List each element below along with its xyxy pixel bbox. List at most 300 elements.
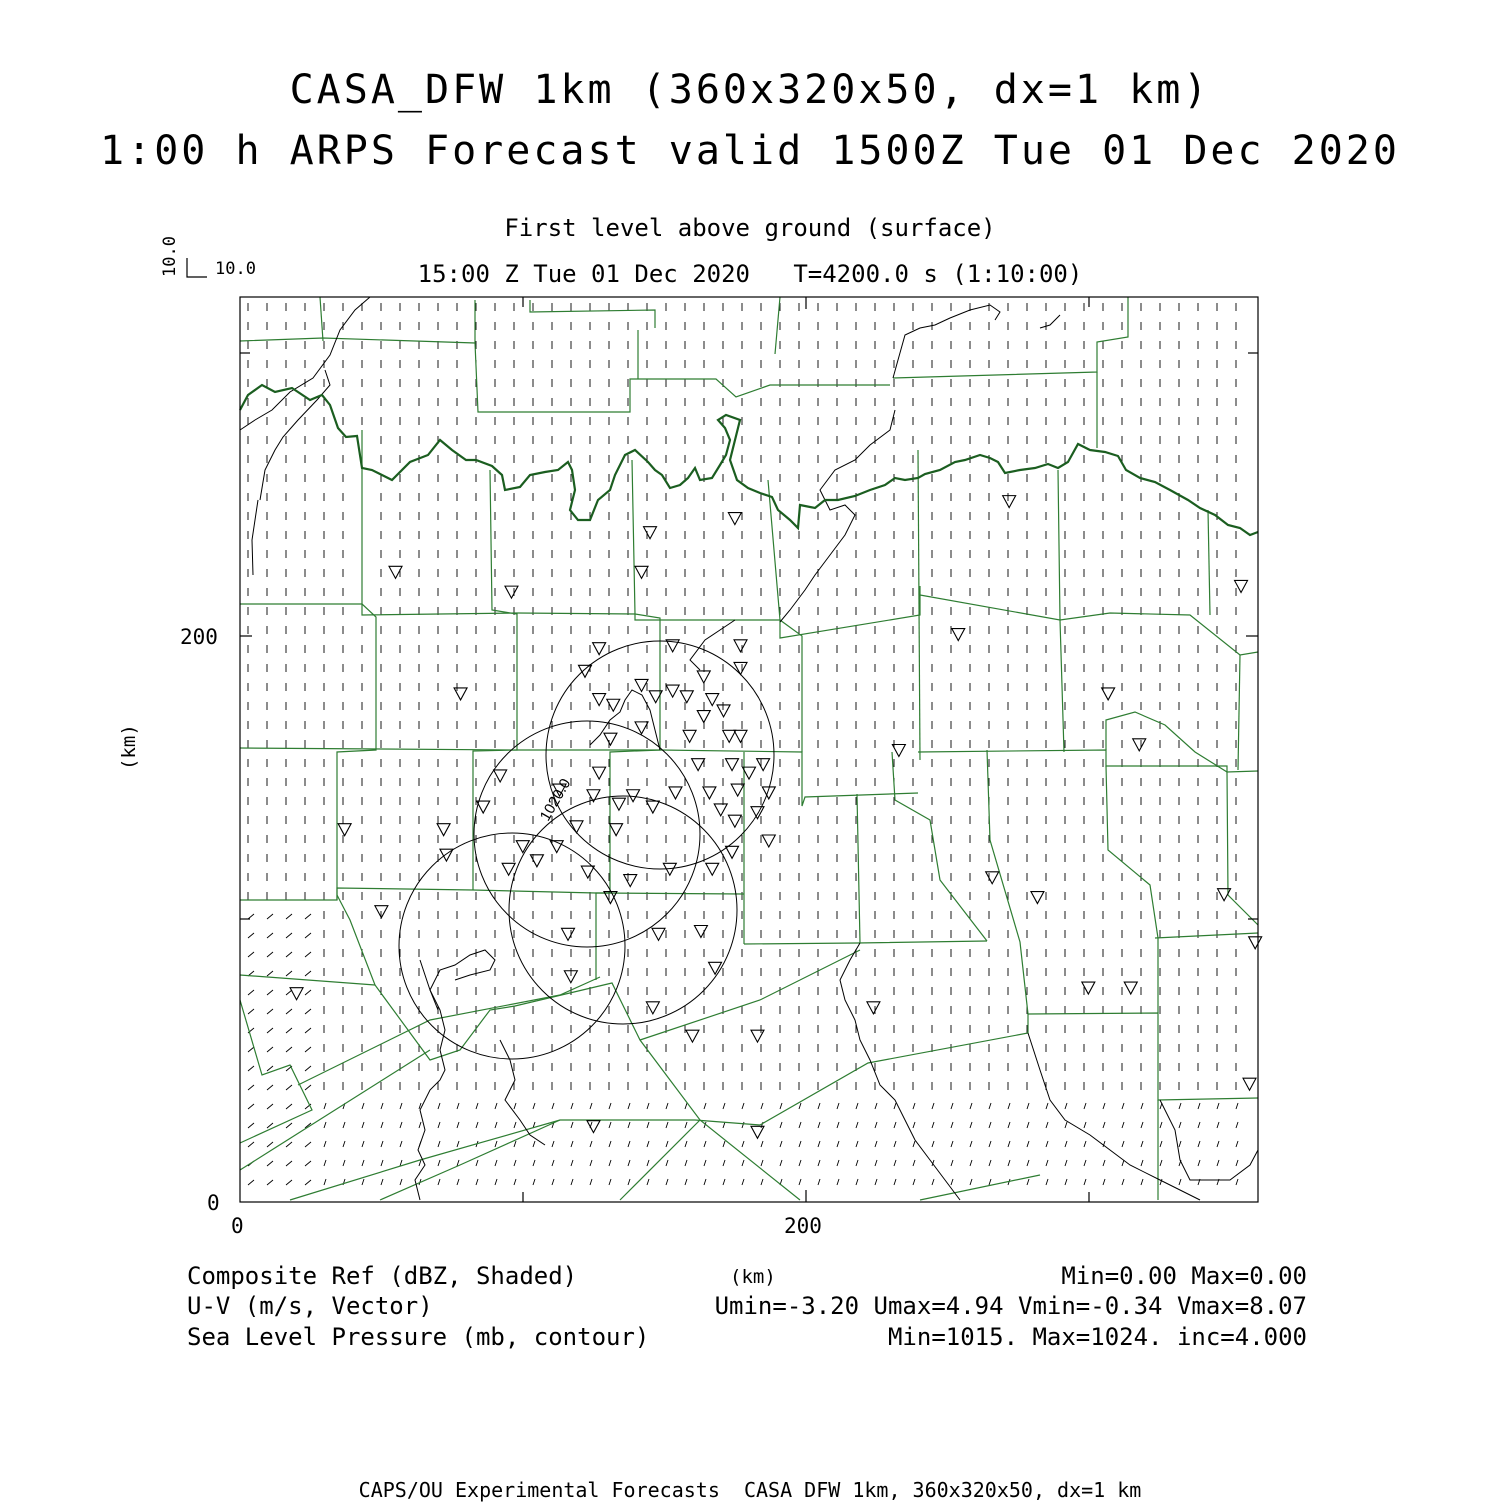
wind-vector xyxy=(609,1141,611,1147)
wind-vector xyxy=(1027,1160,1029,1166)
wind-vector xyxy=(1217,1122,1219,1128)
wind-vector xyxy=(1160,1141,1162,1147)
wind-vector xyxy=(1179,1122,1181,1128)
wind-vector xyxy=(742,1160,744,1166)
radar-station-marker xyxy=(505,586,518,598)
wind-vector xyxy=(666,1141,668,1147)
wind-vector xyxy=(438,1179,440,1185)
wind-vector xyxy=(1103,1160,1105,1166)
wind-vector xyxy=(571,1141,573,1147)
wind-vector xyxy=(476,1103,478,1109)
wind-vector xyxy=(723,1122,725,1128)
wind-vector xyxy=(400,1122,402,1128)
radar-station-marker xyxy=(581,866,594,878)
wind-vector xyxy=(514,1160,516,1166)
radar-station-marker xyxy=(706,863,719,875)
wind-vector xyxy=(438,1122,440,1128)
wind-vector xyxy=(666,1122,668,1128)
wind-vector xyxy=(628,1103,630,1109)
wind-vector xyxy=(837,1160,839,1166)
wind-vector xyxy=(286,971,292,976)
wind-vector xyxy=(1027,1122,1029,1128)
wind-vector xyxy=(267,1142,273,1147)
wind-vector xyxy=(248,1142,254,1147)
wind-vector xyxy=(1179,1141,1181,1147)
wind-vector xyxy=(837,1179,839,1185)
reference-vector-y-label: 10.0 xyxy=(160,236,180,277)
wind-vector xyxy=(419,1160,421,1166)
wind-vector xyxy=(400,1141,402,1147)
radar-station-marker xyxy=(1124,982,1137,994)
wind-vector xyxy=(875,1141,877,1147)
wind-vector xyxy=(286,1028,292,1033)
wind-vector xyxy=(457,1103,459,1109)
wind-vector xyxy=(685,1160,687,1166)
wind-vector xyxy=(647,1141,649,1147)
wind-vector xyxy=(381,1141,383,1147)
wind-vector xyxy=(305,1047,311,1052)
wind-vector xyxy=(666,1103,668,1109)
wind-vector xyxy=(286,1180,292,1185)
wind-vector xyxy=(989,1122,991,1128)
wind-vector xyxy=(381,1122,383,1128)
wind-vector xyxy=(248,1180,254,1185)
radar-station-marker xyxy=(728,815,741,827)
radar-station-marker xyxy=(734,730,747,742)
wind-vector xyxy=(248,1047,254,1052)
wind-vector xyxy=(647,1122,649,1128)
wind-vector xyxy=(438,1141,440,1147)
wind-vector xyxy=(1141,1122,1143,1128)
wind-vector xyxy=(913,1122,915,1128)
radar-station-marker xyxy=(726,759,739,771)
wind-vector xyxy=(590,1103,592,1109)
radar-station-marker xyxy=(726,846,739,858)
radar-station-marker xyxy=(734,640,747,652)
radar-station-marker xyxy=(666,685,679,697)
legend-reflectivity-label: Composite Ref (dBZ, Shaded) xyxy=(187,1262,578,1290)
wind-vector xyxy=(970,1122,972,1128)
wind-vector xyxy=(324,1141,326,1147)
wind-vector xyxy=(761,1160,763,1166)
wind-vector xyxy=(1084,1141,1086,1147)
title-line-2: 1:00 h ARPS Forecast valid 1500Z Tue 01 Dec 2020 xyxy=(100,128,1400,174)
x-tick-0: 0 xyxy=(231,1214,244,1238)
radar-station-marker xyxy=(593,643,606,655)
wind-vector xyxy=(932,1141,934,1147)
wind-vector xyxy=(609,1122,611,1128)
wind-vector xyxy=(647,1179,649,1185)
wind-vector xyxy=(495,1141,497,1147)
wind-vector xyxy=(799,1103,801,1109)
red-river-boundary xyxy=(240,385,1258,535)
wind-vector xyxy=(533,1141,535,1147)
wind-vector xyxy=(1046,1160,1048,1166)
wind-vector xyxy=(1198,1160,1200,1166)
wind-vector xyxy=(267,1047,273,1052)
wind-vector xyxy=(609,1103,611,1109)
wind-vector xyxy=(305,1142,311,1147)
wind-vector xyxy=(894,1160,896,1166)
wind-vector xyxy=(970,1160,972,1166)
radar-station-marker xyxy=(1243,1078,1256,1090)
wind-vector xyxy=(723,1179,725,1185)
wind-vector xyxy=(856,1141,858,1147)
wind-vector xyxy=(1179,1179,1181,1185)
wind-vector xyxy=(248,1085,254,1090)
wind-vector xyxy=(1084,1103,1086,1109)
contour-label: 1020.0 xyxy=(536,775,575,824)
radar-station-marker xyxy=(494,770,507,782)
wind-vector xyxy=(1027,1103,1029,1109)
wind-vector xyxy=(419,1122,421,1128)
radar-station-marker xyxy=(587,1121,600,1133)
radar-station-marker xyxy=(680,691,693,703)
wind-vector xyxy=(1084,1179,1086,1185)
wind-vector xyxy=(305,914,311,919)
wind-vector xyxy=(514,1103,516,1109)
wind-vector xyxy=(1008,1103,1010,1109)
wind-vector xyxy=(1217,1141,1219,1147)
wind-vector xyxy=(913,1103,915,1109)
y-tick-0: 0 xyxy=(207,1191,220,1215)
wind-vector xyxy=(248,914,254,919)
river-lines xyxy=(240,297,1258,1200)
radar-station-marker xyxy=(692,759,705,771)
wind-vector xyxy=(875,1122,877,1128)
wind-vector xyxy=(609,1179,611,1185)
wind-vector xyxy=(1217,1103,1219,1109)
wind-vector xyxy=(1236,1179,1238,1185)
wind-vector xyxy=(305,952,311,957)
wind-vector xyxy=(286,1085,292,1090)
wind-vector xyxy=(1027,1141,1029,1147)
footer-credit: CAPS/OU Experimental Forecasts CASA DFW 1km, 360x320x50, dx=1 km xyxy=(358,1478,1142,1502)
wind-vector xyxy=(837,1141,839,1147)
wind-vector xyxy=(628,1122,630,1128)
level-label: First level above ground (surface) xyxy=(504,214,996,242)
wind-vector xyxy=(1141,1141,1143,1147)
wind-vector xyxy=(533,1179,535,1185)
wind-vector xyxy=(1027,1179,1029,1185)
radar-station-marker xyxy=(652,928,665,940)
wind-vector xyxy=(1198,1103,1200,1109)
radar-station-marker xyxy=(593,694,606,706)
wind-vector xyxy=(248,952,254,957)
legend-pressure-label: Sea Level Pressure (mb, contour) xyxy=(187,1323,650,1351)
legend-pressure-stats: Min=1015. Max=1024. inc=4.000 xyxy=(887,1323,1307,1351)
wind-vector xyxy=(267,1066,273,1071)
wind-vector xyxy=(495,1122,497,1128)
radar-station-marker xyxy=(697,671,710,683)
wind-vector xyxy=(248,1123,254,1128)
wind-vector xyxy=(856,1122,858,1128)
wind-vector xyxy=(343,1160,345,1166)
wind-vector xyxy=(286,1009,292,1014)
wind-vector xyxy=(476,1122,478,1128)
radar-station-markers xyxy=(290,496,1262,1139)
wind-vector xyxy=(666,1179,668,1185)
wind-vector xyxy=(267,1028,273,1033)
radar-station-marker xyxy=(703,787,716,799)
radar-station-marker xyxy=(728,513,741,525)
wind-vector xyxy=(1046,1103,1048,1109)
wind-vector xyxy=(305,990,311,995)
sea-level-pressure-contours xyxy=(399,641,774,1059)
wind-vector xyxy=(1160,1160,1162,1166)
radar-station-marker xyxy=(646,1002,659,1014)
wind-vector xyxy=(514,1122,516,1128)
wind-vector xyxy=(951,1141,953,1147)
wind-vector xyxy=(590,1141,592,1147)
wind-vector xyxy=(286,1161,292,1166)
radar-station-marker xyxy=(593,767,606,779)
wind-vector xyxy=(1046,1122,1048,1128)
wind-vector xyxy=(1236,1160,1238,1166)
wind-vector xyxy=(1065,1122,1067,1128)
wind-vector xyxy=(780,1103,782,1109)
wind-vector xyxy=(286,1047,292,1052)
wind-vector xyxy=(837,1103,839,1109)
wind-vector xyxy=(1160,1122,1162,1128)
wind-vector xyxy=(742,1103,744,1109)
wind-vector xyxy=(571,1122,573,1128)
wind-vector xyxy=(894,1141,896,1147)
wind-vector xyxy=(457,1179,459,1185)
radar-station-marker xyxy=(709,962,722,974)
wind-vector xyxy=(1103,1103,1105,1109)
wind-vector xyxy=(609,1160,611,1166)
wind-vector xyxy=(248,933,254,938)
wind-vector xyxy=(685,1103,687,1109)
wind-vector xyxy=(1103,1179,1105,1185)
radar-station-marker xyxy=(604,733,617,745)
wind-vector xyxy=(476,1179,478,1185)
radar-station-marker xyxy=(1133,739,1146,751)
wind-vector xyxy=(590,1179,592,1185)
wind-vector xyxy=(1236,1122,1238,1128)
wind-vector xyxy=(381,1103,383,1109)
wind-vector xyxy=(590,1160,592,1166)
radar-station-marker xyxy=(669,787,682,799)
wind-vector xyxy=(362,1179,364,1185)
wind-vector xyxy=(552,1160,554,1166)
wind-vector xyxy=(951,1160,953,1166)
wind-vector xyxy=(248,1066,254,1071)
y-tick-200: 200 xyxy=(180,625,218,649)
radar-station-marker xyxy=(686,1030,699,1042)
radar-station-marker xyxy=(635,722,648,734)
wind-vector xyxy=(723,1103,725,1109)
wind-vector xyxy=(1065,1160,1067,1166)
wind-vector xyxy=(362,1103,364,1109)
radar-station-marker xyxy=(751,1030,764,1042)
wind-vector xyxy=(343,1141,345,1147)
wind-vector xyxy=(286,952,292,957)
radar-station-marker xyxy=(697,711,710,723)
pressure-contour-4 xyxy=(399,833,625,1059)
pressure-contour-3 xyxy=(509,796,737,1024)
wind-vector xyxy=(685,1141,687,1147)
radar-station-marker xyxy=(454,688,467,700)
wind-vector xyxy=(932,1179,934,1185)
wind-vector xyxy=(286,1123,292,1128)
wind-vector-field xyxy=(248,303,1238,1185)
radar-station-marker xyxy=(1031,892,1044,904)
wind-vector xyxy=(970,1103,972,1109)
wind-vector xyxy=(875,1179,877,1185)
wind-vector xyxy=(951,1103,953,1109)
wind-vector xyxy=(267,971,273,976)
wind-vector xyxy=(1236,1141,1238,1147)
wind-vector xyxy=(248,1009,254,1014)
wind-vector xyxy=(400,1179,402,1185)
wind-vector xyxy=(1236,1103,1238,1109)
wind-vector xyxy=(438,1160,440,1166)
time-label: 15:00 Z Tue 01 Dec 2020 T=4200.0 s (1:10:00) xyxy=(417,260,1083,288)
radar-station-marker xyxy=(612,798,625,810)
wind-vector xyxy=(913,1160,915,1166)
wind-vector xyxy=(571,1179,573,1185)
wind-vector xyxy=(799,1179,801,1185)
wind-vector xyxy=(818,1103,820,1109)
radar-station-marker xyxy=(1249,937,1262,949)
wind-vector xyxy=(571,1103,573,1109)
wind-vector xyxy=(1065,1141,1067,1147)
wind-vector xyxy=(305,1180,311,1185)
wind-vector xyxy=(305,1161,311,1166)
wind-vector xyxy=(305,1085,311,1090)
wind-vector xyxy=(856,1179,858,1185)
wind-vector xyxy=(1141,1103,1143,1109)
wind-vector xyxy=(932,1122,934,1128)
wind-vector xyxy=(1065,1179,1067,1185)
radar-station-marker xyxy=(635,679,648,691)
wind-vector xyxy=(381,1160,383,1166)
radar-station-marker xyxy=(516,841,529,853)
wind-vector xyxy=(932,1103,934,1109)
wind-vector xyxy=(267,1123,273,1128)
wind-vector xyxy=(856,1160,858,1166)
legend-wind-stats: Umin=-3.20 Umax=4.94 Vmin=-0.34 Vmax=8.07 xyxy=(714,1292,1307,1320)
radar-station-marker xyxy=(694,926,707,938)
wind-vector xyxy=(1103,1122,1105,1128)
wind-vector xyxy=(704,1179,706,1185)
radar-station-marker xyxy=(706,694,719,706)
radar-station-marker xyxy=(757,759,770,771)
wind-vector xyxy=(552,1179,554,1185)
wind-vector xyxy=(533,1103,535,1109)
wind-vector xyxy=(704,1103,706,1109)
wind-vector xyxy=(438,1103,440,1109)
wind-vector xyxy=(400,1103,402,1109)
wind-vector xyxy=(799,1141,801,1147)
wind-vector xyxy=(267,1009,273,1014)
wind-vector xyxy=(951,1179,953,1185)
wind-vector xyxy=(248,1104,254,1109)
wind-vector xyxy=(894,1103,896,1109)
radar-station-marker xyxy=(502,863,515,875)
wind-vector xyxy=(1141,1160,1143,1166)
radar-station-marker xyxy=(717,705,730,717)
wind-vector xyxy=(818,1141,820,1147)
wind-vector xyxy=(685,1122,687,1128)
wind-vector xyxy=(894,1179,896,1185)
wind-vector xyxy=(1198,1122,1200,1128)
wind-vector xyxy=(799,1160,801,1166)
wind-vector xyxy=(818,1160,820,1166)
wind-vector xyxy=(666,1160,668,1166)
wind-vector xyxy=(267,1085,273,1090)
wind-vector xyxy=(1122,1103,1124,1109)
wind-vector xyxy=(875,1160,877,1166)
radar-station-marker xyxy=(751,1126,764,1138)
wind-vector xyxy=(248,990,254,995)
wind-vector xyxy=(989,1160,991,1166)
wind-vector xyxy=(381,1179,383,1185)
wind-vector xyxy=(457,1141,459,1147)
wind-vector xyxy=(818,1122,820,1128)
wind-vector xyxy=(818,1179,820,1185)
wind-vector xyxy=(476,1160,478,1166)
wind-vector xyxy=(780,1160,782,1166)
wind-vector xyxy=(267,1161,273,1166)
wind-vector xyxy=(742,1179,744,1185)
wind-vector xyxy=(647,1160,649,1166)
radar-station-marker xyxy=(986,872,999,884)
wind-vector xyxy=(989,1141,991,1147)
wind-vector xyxy=(1179,1103,1181,1109)
wind-vector xyxy=(799,1122,801,1128)
radar-station-marker xyxy=(762,835,775,847)
radar-station-marker xyxy=(610,824,623,836)
wind-vector xyxy=(495,1179,497,1185)
wind-vector xyxy=(704,1160,706,1166)
wind-vector xyxy=(1122,1141,1124,1147)
wind-vector xyxy=(1122,1122,1124,1128)
wind-vector xyxy=(1217,1160,1219,1166)
wind-vector xyxy=(761,1103,763,1109)
wind-vector xyxy=(286,914,292,919)
wind-vector xyxy=(305,1009,311,1014)
radar-station-marker xyxy=(644,527,657,539)
wind-vector xyxy=(647,1103,649,1109)
wind-vector xyxy=(685,1179,687,1185)
wind-vector xyxy=(1046,1179,1048,1185)
title-line-1: CASA_DFW 1km (360x320x50, dx=1 km) xyxy=(289,67,1211,113)
radar-station-marker xyxy=(1003,496,1016,508)
wind-vector xyxy=(742,1122,744,1128)
radar-station-marker xyxy=(562,928,575,940)
wind-vector xyxy=(951,1122,953,1128)
wind-vector xyxy=(457,1122,459,1128)
radar-station-marker xyxy=(751,807,764,819)
wind-vector xyxy=(780,1122,782,1128)
wind-vector xyxy=(856,1103,858,1109)
radar-station-marker xyxy=(624,875,637,887)
wind-vector xyxy=(1198,1141,1200,1147)
radar-station-marker xyxy=(646,801,659,813)
county-boundaries xyxy=(240,297,1258,1200)
wind-vector xyxy=(723,1160,725,1166)
wind-vector xyxy=(1122,1160,1124,1166)
wind-vector xyxy=(761,1141,763,1147)
wind-vector xyxy=(1008,1160,1010,1166)
wind-vector xyxy=(552,1103,554,1109)
wind-vector xyxy=(552,1141,554,1147)
wind-vector xyxy=(913,1141,915,1147)
wind-vector xyxy=(894,1122,896,1128)
